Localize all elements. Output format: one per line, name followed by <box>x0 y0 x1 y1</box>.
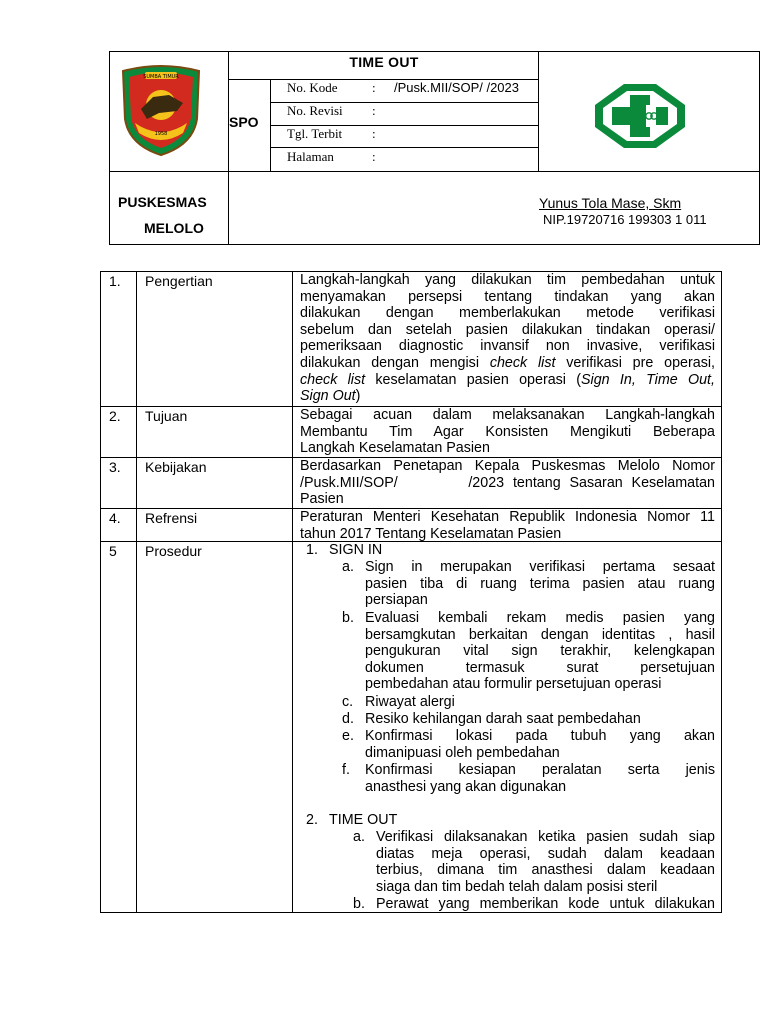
text-line <box>300 355 715 372</box>
meta-value-kode: /Pusk.MII/SOP/ /2023 <box>394 80 519 95</box>
text-line: Berdasarkan Penetapan Kepala Puskesmas Melolo Nomor <box>300 458 715 474</box>
sign-in-item-c: Riwayat alergi <box>365 694 455 710</box>
text-line: anasthesi yang akan digunakan <box>365 778 567 795</box>
text-line: dokumen termasuk surat persetujuan <box>365 659 715 676</box>
text-line: Peraturan Menteri Kesehatan Republik Indonesia Nomor 11 <box>300 509 715 525</box>
step-title-time-out: TIME OUT <box>329 812 398 828</box>
logo-year: 1958 <box>154 131 168 137</box>
text-line: tahun 2017 Tentang Keselamatan Pasien <box>300 525 562 542</box>
row-label-prosedur: Prosedur <box>145 543 202 559</box>
text-line: sebelum dan setelah pasien dilakukan tindakan operasi/ <box>300 321 715 338</box>
text-line: menyamakan persepsi tentang tindakan yang akan <box>300 288 715 305</box>
sign-in-item-f <box>365 762 715 795</box>
row-label-kebijakan: Kebijakan <box>145 459 207 475</box>
org-name-line1: PUSKESMAS <box>118 194 207 210</box>
step-number: 2. <box>306 812 318 828</box>
spo-label: SPO <box>229 114 259 130</box>
text-line: siaga dan tim bedah telah dalam posisi steril <box>376 878 658 895</box>
row-number: 1. <box>109 273 121 289</box>
text-line: Langkah-langkah yang dilakukan tim pembedahan untuk <box>300 272 715 288</box>
time-out-item-a <box>376 829 715 895</box>
text-line: Verifikasi dilaksanakan ketika pasien sudah siap <box>376 829 715 845</box>
text-line: diatas meja operasi, sudah dalam keadaan <box>376 845 715 862</box>
text-line: Membantu Tim Agar Konsisten Mengikuti Beberapa <box>300 423 715 440</box>
text-line: Konfirmasi kesiapan peralatan serta jenis <box>365 762 715 778</box>
list-marker: d. <box>342 711 354 727</box>
text-line: Langkah Keselamatan Pasien <box>300 440 490 457</box>
text-line: pasien tiba di ruang terima pasien atau ruang <box>365 575 715 592</box>
row-number: 3. <box>109 459 121 475</box>
text-span: dilakukan dengan mengisi <box>300 354 490 371</box>
procedure-list <box>300 542 715 912</box>
policy-text <box>300 458 715 508</box>
list-marker: a. <box>353 829 365 845</box>
meta-colon: : <box>372 126 376 141</box>
text-line <box>300 388 715 405</box>
org-name-line2: MELOLO <box>144 220 204 236</box>
sign-in-item-b <box>365 610 715 693</box>
regency-logo <box>117 63 205 157</box>
text-line: Sebagai acuan dalam melaksanakan Langkah-langkah <box>300 407 715 423</box>
row-number: 4. <box>109 510 121 526</box>
text-line: dimanipuasi oleh pembedahan <box>365 744 560 761</box>
meta-label-revisi: No. Revisi <box>287 103 343 118</box>
purpose-text <box>300 407 715 457</box>
meta-colon: : <box>372 80 376 95</box>
sign-in-item-e <box>365 728 715 761</box>
time-out-item-b <box>376 896 715 913</box>
signer-nip: NIP.19720716 199303 1 011 <box>543 212 707 227</box>
step-title-sign-in: SIGN IN <box>329 542 383 558</box>
list-marker: b. <box>342 610 354 626</box>
meta-label-kode: No. Kode <box>287 80 338 95</box>
text-line: Perawat yang memberikan kode untuk dilakukan <box>376 896 715 912</box>
row-number: 5 <box>109 543 117 559</box>
step-number: 1. <box>306 542 318 558</box>
italic-term: check list <box>300 371 366 388</box>
italic-term: check list <box>489 354 556 371</box>
row-label-pengertian: Pengertian <box>145 273 213 289</box>
signer-name: Yunus Tola Mase, Skm <box>539 195 682 211</box>
text-line: Konfirmasi lokasi pada tubuh yang akan <box>365 728 715 744</box>
row-label-refrensi: Refrensi <box>145 510 198 526</box>
list-marker: c. <box>342 694 354 710</box>
list-marker: f. <box>342 762 350 778</box>
meta-colon: : <box>372 149 376 164</box>
text-line: pemeriksaan diagnostic invansif non invasive, verifikasi <box>300 338 715 355</box>
text-span: verifikasi pre operasi, <box>555 354 716 371</box>
text-span: keselamatan pasien operasi ( <box>365 371 582 388</box>
text-line: Evaluasi kembali rekam medis pasien yang <box>365 610 715 626</box>
sign-in-item-a <box>365 559 715 609</box>
text-line: pembedahan atau formulir persetujuan operasi <box>365 676 662 693</box>
sop-title: TIME OUT <box>349 54 419 70</box>
puskesmas-logo <box>594 83 686 149</box>
text-line: dilakukan dengan memberlakukan metode verifikasi <box>300 305 715 322</box>
text-line: persiapan <box>365 592 428 609</box>
meta-label-terbit: Tgl. Terbit <box>287 126 343 141</box>
list-marker: e. <box>342 728 354 744</box>
text-line: bersamgkutan berkaitan dengan identitas , hasil <box>365 626 715 643</box>
logo-top-text: SUMBA TIMUR <box>143 74 179 80</box>
text-line <box>300 372 715 389</box>
text-line: Sign in merupakan verifikasi pertama sesaat <box>365 559 715 575</box>
text-line: /Pusk.MII/SOP/ /2023 tentang Sasaran Keselamatan <box>300 474 715 491</box>
list-marker: a. <box>342 559 354 575</box>
italic-term: Sign In, Time Out, <box>581 371 715 388</box>
text-line: Pasien <box>300 491 344 508</box>
row-label-tujuan: Tujuan <box>145 408 188 424</box>
list-marker: b. <box>353 896 365 912</box>
reference-text <box>300 509 715 542</box>
italic-term: Sign Out <box>300 388 356 405</box>
sign-in-item-d: Resiko kehilangan darah saat pembedahan <box>365 711 641 727</box>
text-line: pengukuran vital sign terakhir, kelengkapan <box>365 643 715 660</box>
definition-text <box>300 272 715 405</box>
text-span: ) <box>355 388 361 405</box>
meta-label-halaman: Halaman <box>287 149 334 164</box>
row-number: 2. <box>109 408 121 424</box>
text-line: terbius, dimana tim anasthesi dalam keadaan <box>376 862 715 879</box>
meta-colon: : <box>372 103 376 118</box>
